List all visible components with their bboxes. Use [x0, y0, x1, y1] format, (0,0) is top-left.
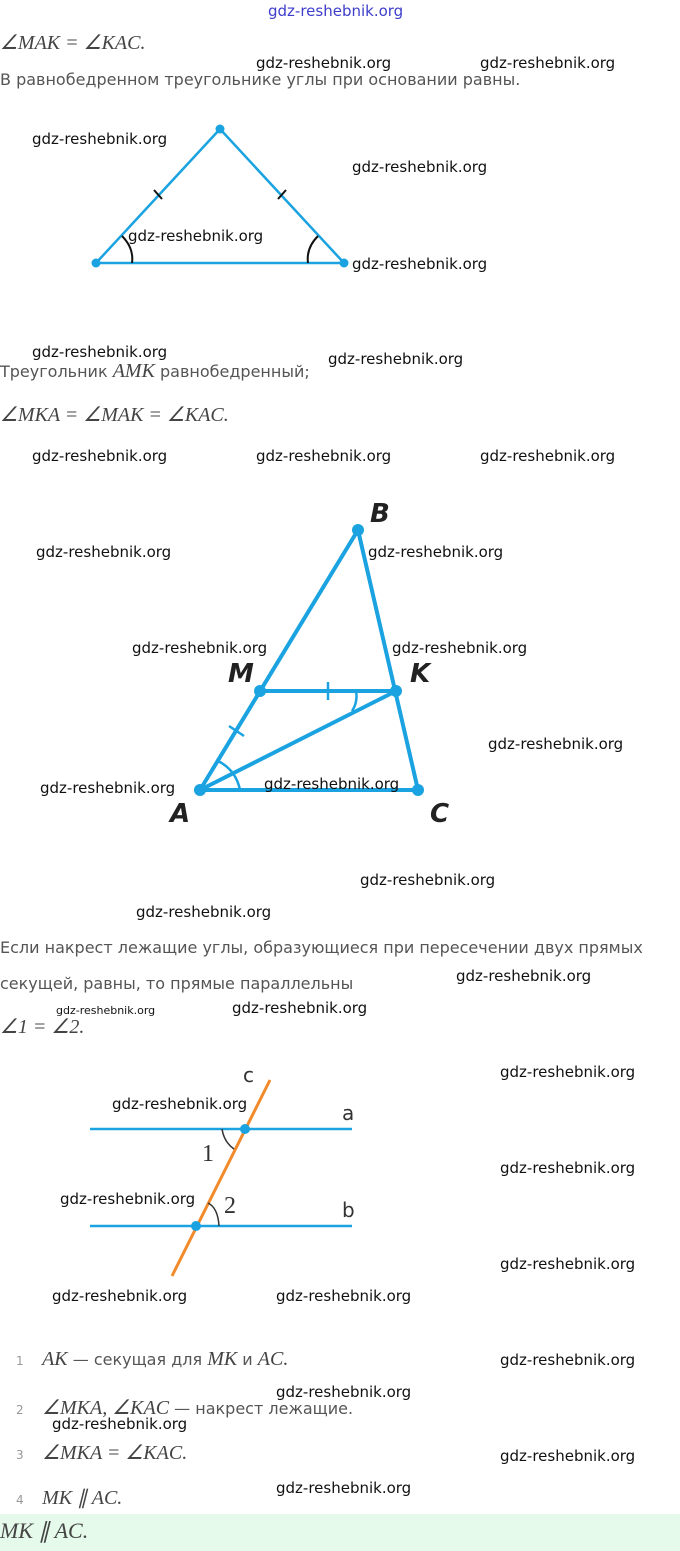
label-b: b	[342, 1198, 355, 1222]
step-number: 4	[16, 1493, 24, 1507]
label-a: A	[170, 799, 191, 829]
watermark: gdz-reshebnik.org	[256, 447, 392, 465]
statement-suffix: равнобедренный;	[154, 362, 310, 381]
vertex-point	[216, 125, 225, 134]
point-a	[194, 784, 206, 796]
step-math: MK	[207, 1348, 238, 1370]
intersection-point-b	[191, 1221, 201, 1231]
angle-arc-k	[352, 691, 357, 711]
watermark: gdz-reshebnik.org	[480, 447, 616, 465]
watermark: gdz-reshebnik.org	[488, 735, 624, 753]
watermark: gdz-reshebnik.org	[276, 1479, 412, 1497]
answer-box	[0, 1514, 680, 1551]
watermark: gdz-reshebnik.org	[112, 1095, 248, 1113]
label-c: C	[430, 799, 450, 829]
watermark: gdz-reshebnik.org	[40, 779, 176, 797]
side-bc	[358, 530, 418, 790]
watermark: gdz-reshebnik.org	[500, 1351, 636, 1369]
watermark: gdz-reshebnik.org	[360, 871, 496, 889]
watermark: gdz-reshebnik.org	[52, 1415, 188, 1433]
watermark: gdz-reshebnik.org	[232, 999, 368, 1017]
watermark: gdz-reshebnik.org	[256, 54, 392, 72]
watermark: gdz-reshebnik.org	[32, 130, 168, 148]
watermark: gdz-reshebnik.org	[500, 1255, 636, 1273]
watermark: gdz-reshebnik.org	[276, 1287, 412, 1305]
angle-arc-right	[308, 236, 318, 263]
statement-prefix: Треугольник	[0, 362, 113, 381]
vertex-point	[92, 259, 101, 268]
equation-mka-mak-kac: ∠MKA = ∠MAK = ∠KAC.	[0, 404, 229, 426]
step-math: ∠MKA = ∠KAC.	[42, 1442, 188, 1464]
equation-mak-kac: ∠MAK = ∠KAC.	[0, 32, 146, 54]
angle-arc-1	[222, 1129, 234, 1149]
step-number: 1	[16, 1354, 24, 1368]
watermark: gdz-reshebnik.org	[52, 1287, 188, 1305]
watermark: gdz-reshebnik.org	[328, 350, 464, 368]
vertex-point	[340, 259, 349, 268]
watermark: gdz-reshebnik.org	[264, 775, 400, 793]
point-c	[412, 784, 424, 796]
parallel-criterion-line2: секущей, равны, то прямые параллельны	[0, 974, 354, 993]
watermark: gdz-reshebnik.org	[500, 1063, 636, 1081]
label-b: B	[370, 499, 390, 529]
label-k: K	[410, 659, 431, 689]
label-c: c	[243, 1063, 254, 1087]
point-b	[352, 524, 364, 536]
step-number: 3	[16, 1448, 24, 1462]
watermark: gdz-reshebnik.org	[500, 1159, 636, 1177]
watermark: gdz-reshebnik.org	[368, 543, 504, 561]
angle-label-1: 1	[202, 1141, 214, 1167]
watermark: gdz-reshebnik.org	[32, 343, 168, 361]
watermark: gdz-reshebnik.org	[56, 1004, 156, 1017]
answer-text: MK ∥ AC.	[0, 1518, 89, 1543]
step-text: и	[237, 1350, 258, 1369]
watermark: gdz-reshebnik.org	[132, 639, 268, 657]
point-k	[390, 685, 402, 697]
triangle-name-math: AMK	[112, 360, 155, 382]
isosceles-rule-text: В равнобедренном треугольнике углы при основании равны.	[0, 70, 521, 89]
top-watermark: gdz-reshebnik.org	[268, 2, 404, 20]
label-m: M	[228, 659, 254, 689]
intersection-point-a	[240, 1124, 250, 1134]
watermark: gdz-reshebnik.org	[36, 543, 172, 561]
step-math: ∠MKA, ∠KAC	[42, 1397, 170, 1419]
step-1	[16, 1348, 288, 1371]
step-text: — накрест лежащие.	[169, 1399, 354, 1418]
watermark: gdz-reshebnik.org	[60, 1190, 196, 1208]
watermark: gdz-reshebnik.org	[128, 227, 264, 245]
step-text: — секущая для	[67, 1350, 208, 1369]
equation-angle-1-2: ∠1 = ∠2.	[0, 1016, 85, 1038]
watermark: gdz-reshebnik.org	[500, 1447, 636, 1465]
watermark: gdz-reshebnik.org	[352, 158, 488, 176]
watermark: gdz-reshebnik.org	[32, 447, 168, 465]
label-a: a	[342, 1101, 355, 1125]
step-number: 2	[16, 1403, 24, 1417]
angle-label-2: 2	[224, 1193, 236, 1219]
point-m	[254, 685, 266, 697]
step-4	[16, 1485, 122, 1510]
angle-arc-2	[208, 1203, 219, 1226]
parallel-criterion-line1: Если накрест лежащие углы, образующиеся при пересечении двух прямых	[0, 938, 643, 957]
triangle-amk-statement	[0, 360, 310, 383]
step-math: MK ∥ AC.	[42, 1487, 123, 1509]
step-math: AK	[42, 1348, 68, 1370]
watermark: gdz-reshebnik.org	[136, 903, 272, 921]
watermark: gdz-reshebnik.org	[392, 639, 528, 657]
watermark: gdz-reshebnik.org	[456, 967, 592, 985]
step-3	[16, 1440, 187, 1465]
watermark: gdz-reshebnik.org	[276, 1383, 412, 1401]
watermark: gdz-reshebnik.org	[480, 54, 616, 72]
watermark: gdz-reshebnik.org	[352, 255, 488, 273]
step-math: AC.	[257, 1348, 289, 1370]
